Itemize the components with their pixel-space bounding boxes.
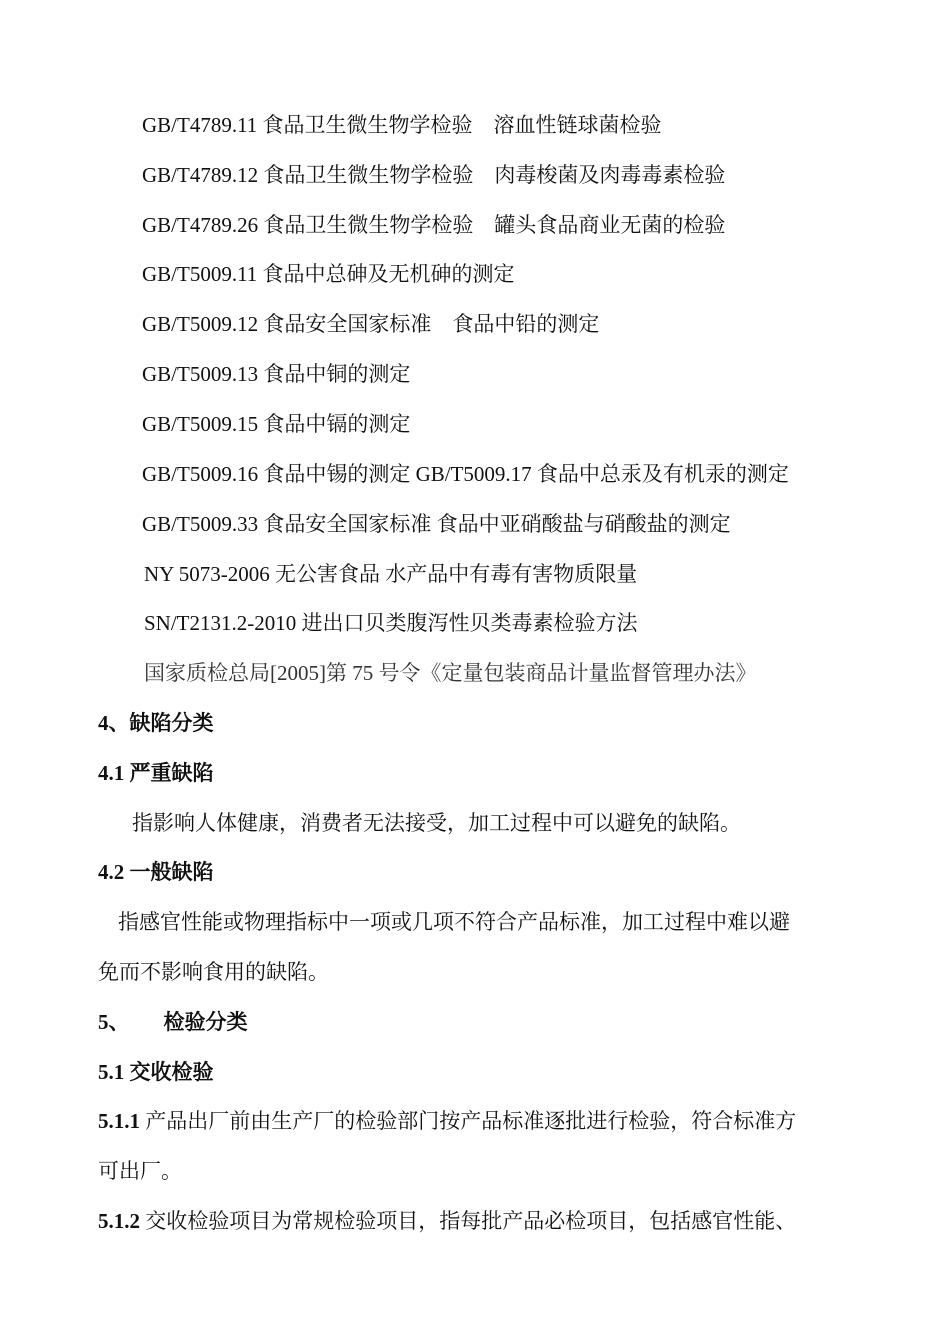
reference-line: GB/T5009.12 食品安全国家标准 食品中铅的测定 [142, 312, 600, 336]
reference-line: GB/T4789.11 食品卫生微生物学检验 溶血性链球菌检验 [142, 113, 662, 137]
section-4-2-text-continued: 免而不影响食用的缺陷。 [98, 960, 329, 984]
reference-line: GB/T5009.11 食品中总砷及无机砷的测定 [142, 262, 515, 286]
section-5-1-2-text [98, 1206, 796, 1236]
reference-line: GB/T4789.12 食品卫生微生物学检验 肉毒梭菌及肉毒毒素检验 [142, 163, 726, 187]
section-4-2-heading: 4.2 一般缺陷 [98, 860, 214, 884]
reference-line: 国家质检总局[2005]第 75 号令《定量包装商品计量监督管理办法》 [144, 661, 757, 685]
section-5-1-1-text-continued: 可出厂。 [98, 1159, 182, 1183]
section-4-heading: 4、缺陷分类 [98, 711, 214, 735]
section-4-1-text: 指影响人体健康，消费者无法接受，加工过程中可以避免的缺陷。 [132, 811, 741, 835]
reference-line: GB/T4789.26 食品卫生微生物学检验 罐头食品商业无菌的检验 [142, 213, 726, 237]
section-4-1-heading: 4.1 严重缺陷 [98, 761, 214, 785]
reference-line: GB/T5009.13 食品中铜的测定 [142, 362, 411, 386]
reference-line: GB/T5009.15 食品中镉的测定 [142, 412, 411, 436]
section-5-heading [98, 1007, 248, 1037]
section-5-1-1-body: 产品出厂前由生产厂的检验部门按产品标准逐批进行检验，符合标准方 [140, 1109, 797, 1133]
reference-line: GB/T5009.33 食品安全国家标准 食品中亚硝酸盐与硝酸盐的测定 [142, 512, 731, 536]
section-5-1-heading: 5.1 交收检验 [98, 1060, 214, 1084]
reference-line: SN/T2131.2-2010 进出口贝类腹泻性贝类毒素检验方法 [144, 611, 638, 635]
section-5-1-2-body: 交收检验项目为常规检验项目，指每批产品必检项目，包括感官性能、 [140, 1209, 797, 1233]
section-5-title: 检验分类 [163, 1010, 248, 1034]
section-5-number: 5、 [98, 1010, 130, 1034]
section-5-1-1-text [98, 1106, 796, 1136]
section-4-2-text: 指感官性能或物理指标中一项或几项不符合产品标准，加工过程中难以避 [118, 910, 790, 934]
section-5-1-2-number: 5.1.2 [98, 1209, 140, 1233]
section-5-1-1-number: 5.1.1 [98, 1109, 140, 1133]
reference-line: GB/T5009.16 食品中锡的测定 GB/T5009.17 食品中总汞及有机汞的测定 [142, 462, 789, 486]
reference-line: NY 5073-2006 无公害食品 水产品中有毒有害物质限量 [144, 562, 638, 586]
